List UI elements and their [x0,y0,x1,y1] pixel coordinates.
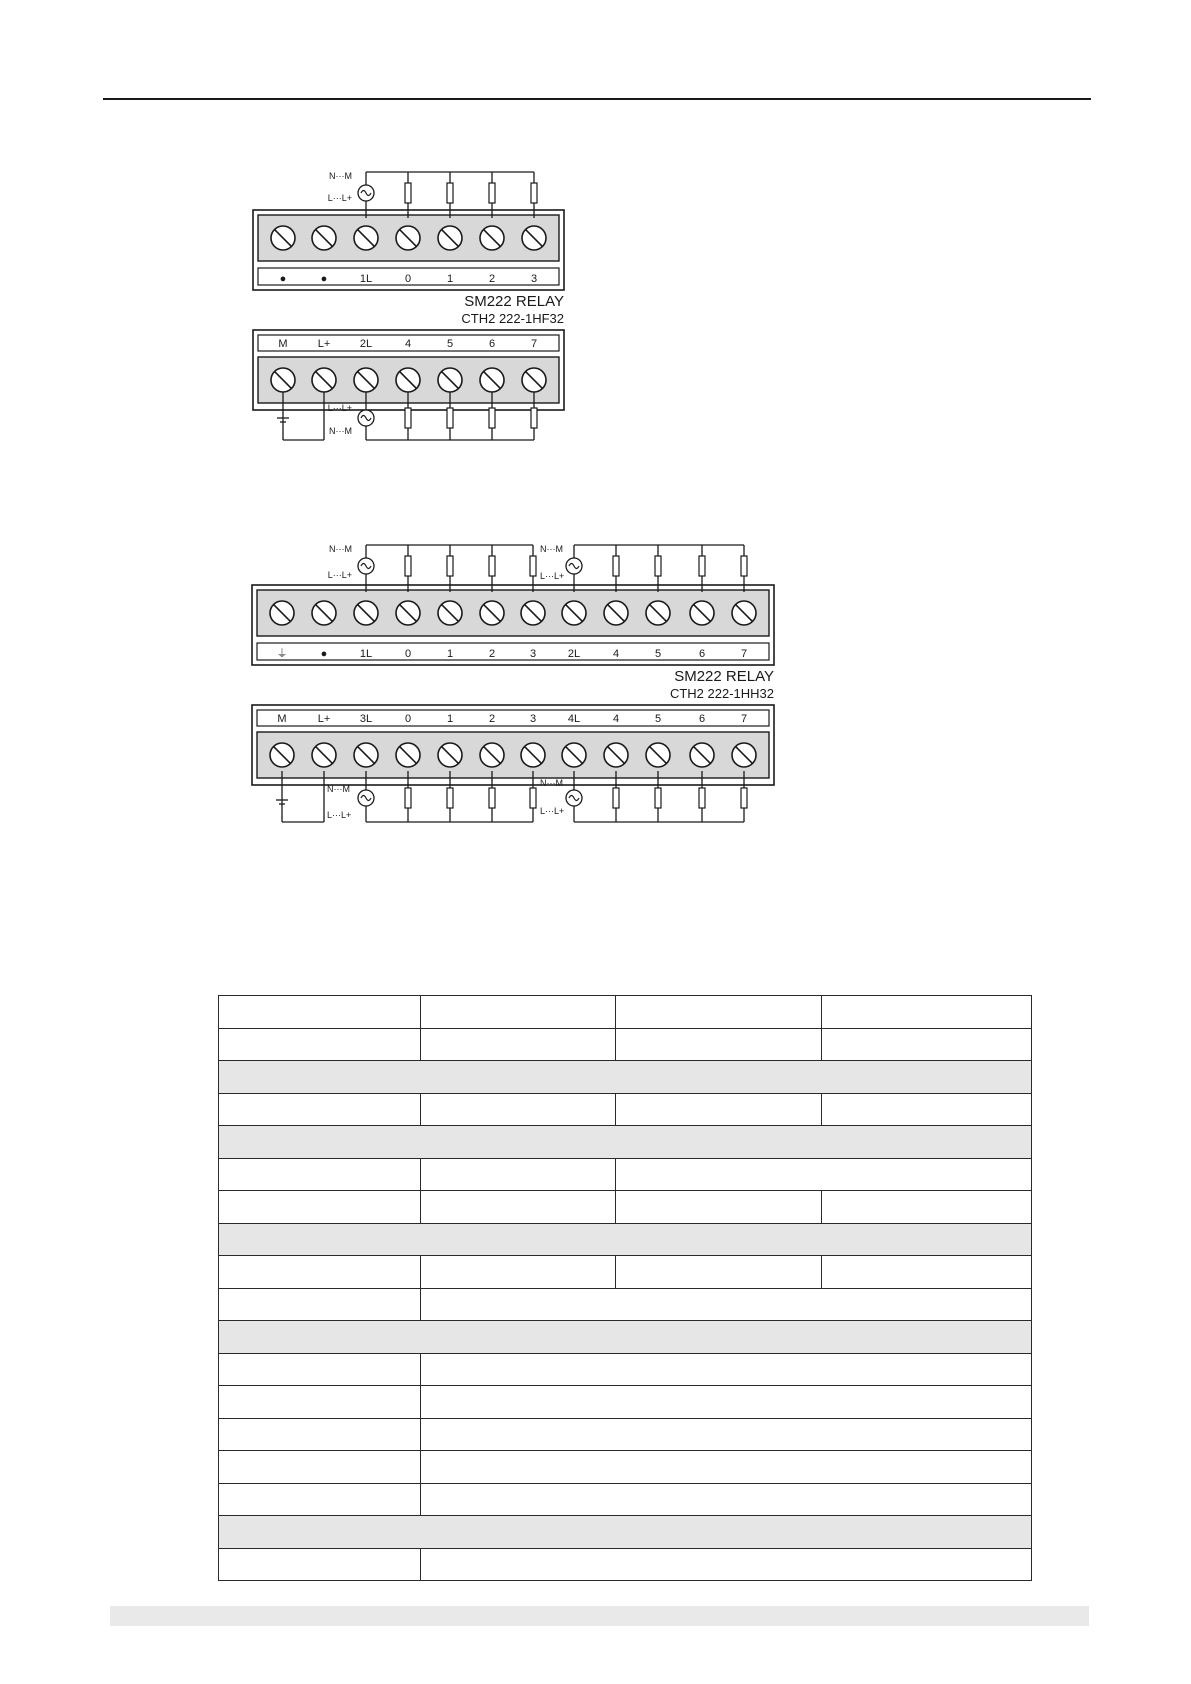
table-cell [822,1191,1032,1224]
table-section-row [219,1061,1032,1094]
load-resistor-icon [489,556,495,576]
table-row [219,1288,1032,1321]
table-cell [219,1288,421,1321]
load-resistor-icon [447,556,453,576]
terminal-label-top: 2 [488,273,496,285]
table-cell [219,1093,421,1126]
terminal-label-bottom: 5 [446,338,454,350]
table-cell [219,1353,421,1386]
table-cell [616,996,822,1029]
top-label-strip [257,643,769,660]
table-cell [421,1483,1032,1516]
table-cell [421,1191,616,1224]
load-resistor-icon [405,788,411,808]
table-cell [616,1028,822,1061]
terminal-label-bottom: 4 [404,338,412,350]
table-cell [421,1353,1032,1386]
table-row [219,1093,1032,1126]
table-cell [421,1028,616,1061]
table-row [219,1028,1032,1061]
terminal-label-bottom: 6 [488,338,496,350]
supply-line-label: L···L+ [327,810,352,820]
table-cell [421,996,616,1029]
table-section-row [219,1516,1032,1549]
table-cell [219,1223,1032,1256]
specification-table [218,995,1032,1581]
model-name: SM222 RELAY [674,668,774,685]
table-section-row [219,1126,1032,1159]
terminal-label-bottom: 3L [359,713,373,725]
table-cell [219,1548,421,1581]
load-resistor-icon [489,788,495,808]
table-cell [616,1191,822,1224]
table-cell [219,1483,421,1516]
table-cell [219,1158,421,1191]
terminal-label-top: 1 [446,273,454,285]
terminal-label-bottom: 2L [359,338,373,350]
table-cell [219,996,421,1029]
terminal-label-top: 1L [359,273,373,285]
supply-line-label: L···L+ [540,571,565,581]
terminal-label-top: 2 [488,648,496,660]
load-resistor-icon [699,788,705,808]
footer-band [110,1606,1089,1626]
table-row [219,1191,1032,1224]
table-cell [219,1028,421,1061]
terminal-label-top: 0 [404,648,412,660]
terminal-label-top: 1L [359,648,373,660]
model-code: CTH2 222-1HF32 [461,311,564,326]
terminal-label-bottom: M [277,713,287,725]
table-cell [219,1386,421,1419]
table-row [219,996,1032,1029]
bottom-label-strip [257,710,769,726]
table-cell [822,1028,1032,1061]
table-cell [616,1093,822,1126]
table-row [219,1548,1032,1581]
load-resistor-icon [655,788,661,808]
load-resistor-icon [447,788,453,808]
load-resistor-icon [741,788,747,808]
terminal-label-bottom: 7 [740,713,748,725]
supply-neutral-label: N···M [327,784,350,794]
table-cell [219,1126,1032,1159]
table-cell [219,1191,421,1224]
terminal-label-bottom: 4L [567,713,581,725]
model-code: CTH2 222-1HH32 [669,686,774,701]
load-resistor-icon [655,556,661,576]
terminal-label-top: 7 [740,648,748,660]
supply-line-label: L···L+ [540,806,565,816]
load-resistor-icon [741,556,747,576]
terminal-label-top: ● [279,273,287,285]
table-cell [421,1386,1032,1419]
supply-line-label: L···L+ [327,570,352,580]
table-cell [822,1256,1032,1289]
table-cell [822,996,1032,1029]
table-row [219,1256,1032,1289]
terminal-label-top: 3 [530,273,538,285]
table-cell [616,1256,822,1289]
supply-line-label: L···L+ [327,193,352,203]
table-cell [421,1451,1032,1484]
table-row [219,1386,1032,1419]
table-cell [421,1548,1032,1581]
terminal-label-bottom: 5 [654,713,662,725]
supply-neutral-label: N···M [540,544,563,554]
table-cell [219,1256,421,1289]
table-cell [421,1158,616,1191]
terminal-label-top: ⏚ [276,648,288,660]
terminal-label-bottom: 0 [404,713,412,725]
table-cell [219,1418,421,1451]
load-resistor-icon [530,788,536,808]
terminal-label-bottom: M [278,338,288,350]
supply-neutral-label: N···M [540,778,563,788]
terminal-label-bottom: 4 [612,713,620,725]
table-section-row [219,1321,1032,1354]
load-resistor-icon [613,788,619,808]
table-cell [822,1093,1032,1126]
table-cell [421,1418,1032,1451]
table-row [219,1418,1032,1451]
terminal-label-top: 4 [612,648,620,660]
terminal-label-bottom: 2 [488,713,496,725]
terminal-label-bottom: 6 [698,713,706,725]
table-row [219,1451,1032,1484]
table-cell [219,1451,421,1484]
terminal-label-top: 6 [698,648,706,660]
terminal-label-bottom: 7 [530,338,538,350]
table-cell [219,1516,1032,1549]
table-cell [421,1288,1032,1321]
load-resistor-icon [530,556,536,576]
load-resistor-icon [613,556,619,576]
terminal-label-top: ● [320,648,328,660]
table-row [219,1483,1032,1516]
terminal-label-bottom: 3 [529,713,537,725]
terminal-label-top: ● [320,273,328,285]
terminal-label-top: 3 [529,648,537,660]
table-cell [421,1093,616,1126]
terminal-label-bottom: 1 [446,713,454,725]
supply-neutral-label: N···M [329,544,352,554]
terminal-label-top: 2L [567,648,581,660]
table-cell [219,1321,1032,1354]
load-resistor-icon [699,556,705,576]
terminal-label-top: 0 [404,273,412,285]
table-cell [616,1158,1032,1191]
table-cell [219,1061,1032,1094]
terminal-label-top: 1 [446,648,454,660]
load-resistor-icon [405,556,411,576]
supply-line-label: L···L+ [327,403,352,413]
supply-neutral-label: N···M [329,426,352,436]
table-row [219,1353,1032,1386]
terminal-label-top: 5 [654,648,662,660]
model-name: SM222 RELAY [464,293,564,310]
table-row [219,1158,1032,1191]
table-cell [421,1256,616,1289]
terminal-label-bottom: L+ [317,713,331,725]
supply-neutral-label: N···M [329,171,352,181]
table-section-row [219,1223,1032,1256]
terminal-label-bottom: L+ [317,338,331,350]
